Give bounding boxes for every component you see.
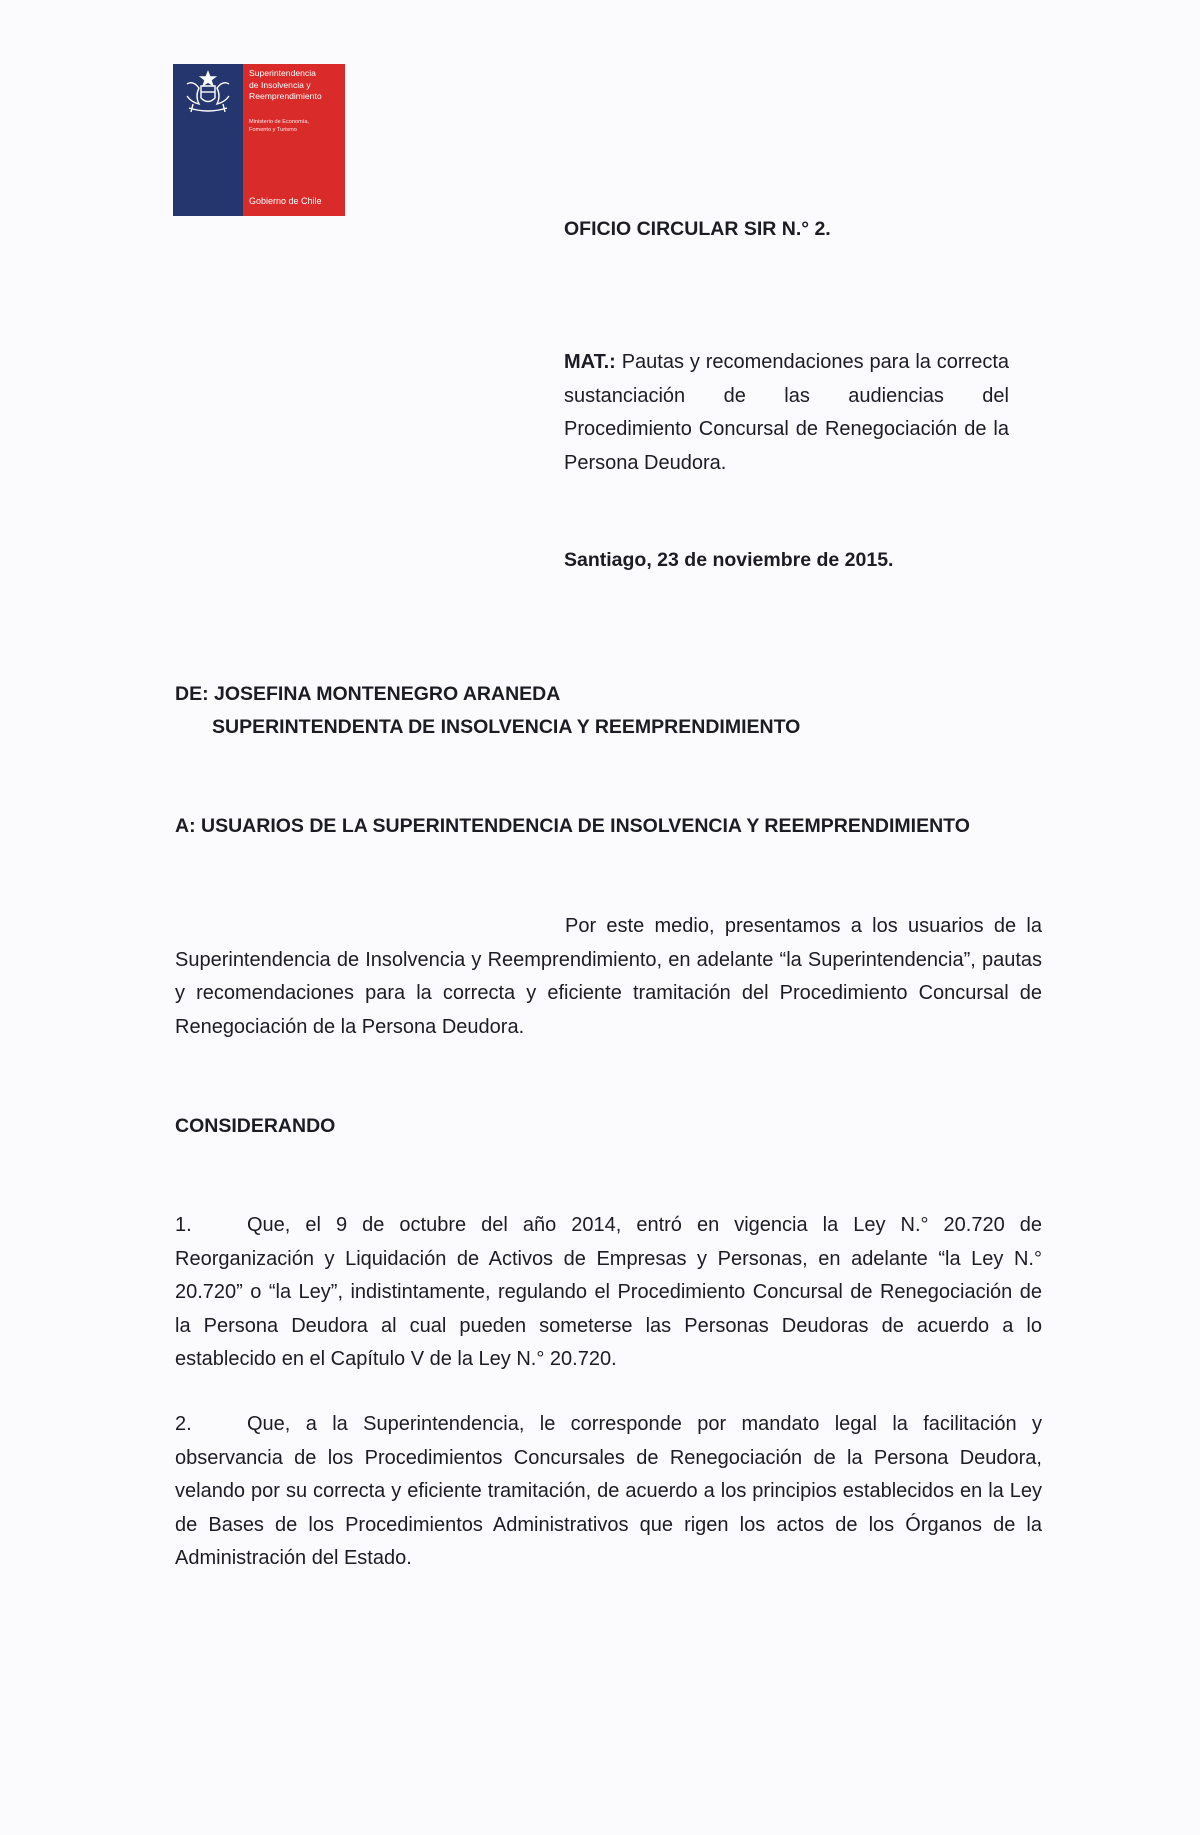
logo-ministry-line-1: Ministerio de Economía, <box>249 119 310 125</box>
coat-of-arms-icon <box>179 68 237 116</box>
from-line: DE: JOSEFINA MONTENEGRO ARANEDA <box>175 683 561 705</box>
logo-institution-name <box>249 68 322 103</box>
subject-matter <box>564 346 1009 480</box>
item-number: 2. <box>175 1413 192 1435</box>
logo-ministry <box>249 118 309 134</box>
logo-ministry-line-2: Fomento y Turismo <box>249 127 297 133</box>
item-text: Que, a la Superintendencia, le corresponde por mandato legal la facilitación y observancia de los Procedimientos Concursales de Renegociación de la Persona Deudora, velando por su correcta y eficiente tramitación, de acuerdo a los principios establecidos en la Ley de Bases de los Procedimientos Administrativos que rigen los actos de los Órganos de la Administración del Estado. <box>175 1413 1042 1569</box>
logo-blue-panel <box>173 64 243 216</box>
subject-text: Pautas y recomendaciones para la correcta sustanciación de las audiencias del Procedimiento Concursal de Renegociación de la Persona Deudora. <box>564 351 1010 474</box>
considerando-item-2 <box>175 1408 1042 1576</box>
institution-logo <box>173 64 345 216</box>
considerando-item-1 <box>175 1209 1042 1377</box>
document-title: OFICIO CIRCULAR SIR N.° 2. <box>564 218 831 240</box>
logo-red-panel <box>243 64 345 216</box>
intro-paragraph: Por este medio, presentamos a los usuarios de la Superintendencia de Insolvencia y Reemprendimiento, en adelante “la Superintendencia”, pautas y recomendaciones para la correcta y eficiente tramitación del Procedimiento Concursal de Renegociación de la Persona Deudora. <box>175 915 1042 1038</box>
logo-line-3: Reemprendimiento <box>249 91 322 101</box>
considerando-heading: CONSIDERANDO <box>175 1115 336 1137</box>
logo-line-1: Superintendencia <box>249 68 316 78</box>
logo-line-2: de Insolvencia y <box>249 79 311 90</box>
from-title: SUPERINTENDENTA DE INSOLVENCIA Y REEMPRENDIMIENTO <box>212 716 801 738</box>
item-number: 1. <box>175 1214 192 1236</box>
logo-government: Gobierno de Chile <box>249 196 322 206</box>
document-date: Santiago, 23 de noviembre de 2015. <box>564 549 894 571</box>
to-line: A: USUARIOS DE LA SUPERINTENDENCIA DE INSOLVENCIA Y REEMPRENDIMIENTO <box>175 815 970 837</box>
subject-label: MAT.: <box>564 351 616 373</box>
item-text: Que, el 9 de octubre del año 2014, entró en vigencia la Ley N.° 20.720 de Reorganización y Liquidación de Activos de Empresas y Personas, en adelante “la Ley N.° 20.720” o “la Ley”, indistintamente, regulando el Procedimiento Concursal de Renegociación de la Persona Deudora al cual pueden someterse las Personas Deudoras de acuerdo a lo establecido en el Capítulo V de la Ley N.° 20.720. <box>175 1214 1042 1370</box>
